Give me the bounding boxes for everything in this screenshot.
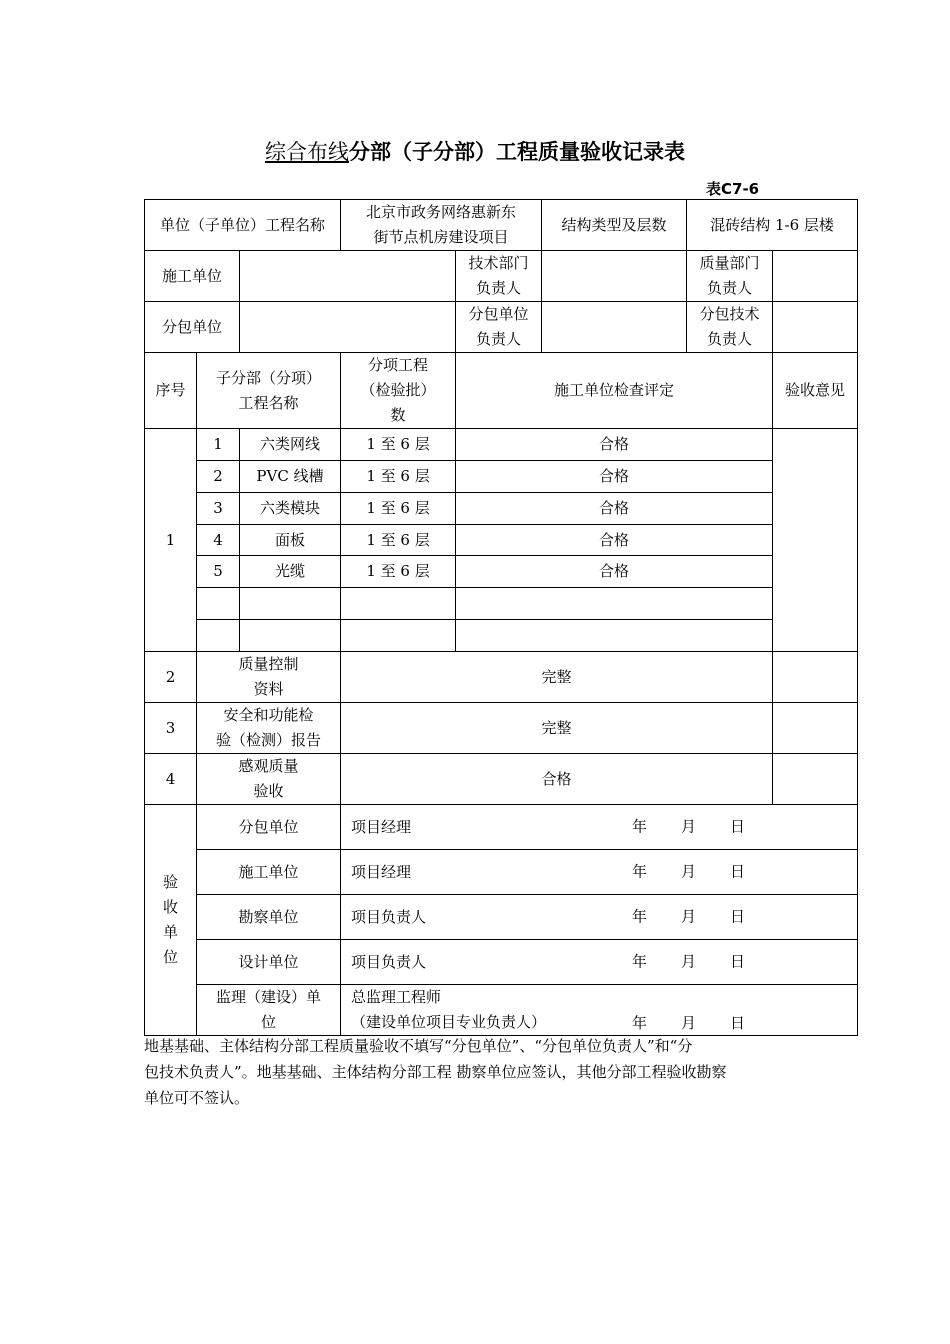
subcontract-head-value[interactable] [542, 302, 687, 353]
quality-dept-head-label: 质量部门 负责人 [687, 251, 773, 302]
item-eval[interactable] [456, 620, 773, 652]
item-no: 5 [197, 556, 240, 588]
col-eval-header: 施工单位检查评定 [456, 353, 773, 429]
item-no: 1 [197, 429, 240, 461]
item-name: 光缆 [240, 556, 341, 588]
table-row [145, 703, 858, 754]
row-eval[interactable]: 合格 [341, 754, 773, 805]
item-count[interactable] [341, 588, 456, 620]
table-row [145, 588, 858, 620]
section-1-seq: 1 [145, 429, 197, 652]
sign-unit: 施工单位 [197, 850, 341, 895]
row-opinion[interactable] [773, 652, 858, 703]
table-row [145, 620, 858, 652]
row-seq: 4 [145, 754, 197, 805]
item-name: 六类网线 [240, 429, 341, 461]
subcontract-unit-label: 分包单位 [145, 302, 240, 353]
item-eval[interactable]: 合格 [456, 429, 773, 461]
quality-dept-head-value[interactable] [773, 251, 858, 302]
col-opinion-header-visible: 验收意见 [773, 353, 858, 429]
subcontract-unit-value[interactable] [240, 302, 456, 353]
signature-row [145, 805, 858, 850]
table-row [145, 652, 858, 703]
section-1-opinion[interactable] [773, 429, 858, 652]
item-eval[interactable] [456, 588, 773, 620]
row-seq: 2 [145, 652, 197, 703]
col-seq-header: 序号 [145, 353, 197, 429]
subcontract-tech-head-value[interactable] [773, 302, 858, 353]
form-number: 表C7-6 [706, 180, 760, 198]
sign-unit: 勘察单位 [197, 895, 341, 940]
item-name: PVC 线槽 [240, 461, 341, 493]
structure-type-label: 结构类型及层数 [542, 200, 687, 251]
item-eval[interactable]: 合格 [456, 556, 773, 588]
table-row [145, 429, 858, 461]
item-no[interactable] [197, 588, 240, 620]
item-no: 2 [197, 461, 240, 493]
item-no: 3 [197, 493, 240, 525]
row-seq: 3 [145, 703, 197, 754]
signature-row [145, 850, 858, 895]
item-name[interactable] [240, 588, 341, 620]
item-count: 1 至 6 层 [341, 493, 456, 525]
subcontract-tech-head-label: 分包技术 负责人 [687, 302, 773, 353]
subcontract-head-label: 分包单位 负责人 [456, 302, 542, 353]
title-project-type: 综合布线 [265, 140, 349, 164]
item-no: 4 [197, 525, 240, 556]
row-opinion[interactable] [773, 754, 858, 805]
sign-field[interactable]: 总监理工程师 （建设单位项目专业负责人） 年 月 日 [341, 985, 858, 1036]
unit-name-label: 单位（子单位）工程名称 [145, 200, 341, 251]
row-name: 质量控制 资料 [197, 652, 341, 703]
construction-unit-label: 施工单位 [145, 251, 240, 302]
sign-field[interactable]: 项目负责人 年 月 日 [341, 895, 858, 940]
item-count: 1 至 6 层 [341, 429, 456, 461]
row-name: 安全和功能检 验（检测）报告 [197, 703, 341, 754]
acceptance-record-table [144, 199, 858, 1036]
sign-field[interactable]: 项目经理 年 月 日 [341, 850, 858, 895]
item-eval[interactable]: 合格 [456, 461, 773, 493]
page-title [0, 136, 950, 166]
item-eval[interactable]: 合格 [456, 493, 773, 525]
item-count: 1 至 6 层 [341, 556, 456, 588]
table-row [145, 556, 858, 588]
construction-unit-value[interactable] [240, 251, 456, 302]
sign-unit: 分包单位 [197, 805, 341, 850]
signature-row [145, 895, 858, 940]
col-name-header: 子分部（分项） 工程名称 [197, 353, 341, 429]
tech-dept-head-label: 技术部门 负责人 [456, 251, 542, 302]
row-opinion[interactable] [773, 703, 858, 754]
table-row [145, 461, 858, 493]
item-count: 1 至 6 层 [341, 525, 456, 556]
item-name: 六类模块 [240, 493, 341, 525]
signature-row [145, 985, 858, 1036]
acceptance-units-label: 验 收 单 位 [145, 805, 197, 1036]
item-no[interactable] [197, 620, 240, 652]
sign-unit: 监理（建设）单 位 [197, 985, 341, 1036]
item-name: 面板 [240, 525, 341, 556]
row-name: 感观质量 验收 [197, 754, 341, 805]
footnote: 地基基础、主体结构分部工程质量验收不填写“分包单位”、“分包单位负责人”和“分 包技术负责人”。地基基础、主体结构分部工程 勘察单位应签认，其他分部工程验收勘察 单位可不签认。 [144, 1037, 727, 1107]
table-row [145, 525, 858, 556]
table-row [145, 493, 858, 525]
sign-field[interactable]: 项目负责人 年 月 日 [341, 940, 858, 985]
item-count: 1 至 6 层 [341, 461, 456, 493]
sign-field[interactable]: 项目经理 年 月 日 [341, 805, 858, 850]
signature-row [145, 940, 858, 985]
sign-unit: 设计单位 [197, 940, 341, 985]
table-row [145, 754, 858, 805]
structure-type-value[interactable]: 混砖结构 1-6 层楼 [687, 200, 858, 251]
item-count[interactable] [341, 620, 456, 652]
row-eval[interactable]: 完整 [341, 652, 773, 703]
item-eval[interactable]: 合格 [456, 525, 773, 556]
item-name[interactable] [240, 620, 341, 652]
title-text: 分部（子分部）工程质量验收记录表 [349, 140, 685, 164]
unit-name-value[interactable]: 北京市政务网络惠新东 街节点机房建设项目 [341, 200, 542, 251]
row-eval[interactable]: 完整 [341, 703, 773, 754]
tech-dept-head-value[interactable] [542, 251, 687, 302]
col-count-header: 分项工程 （检验批） 数 [341, 353, 456, 429]
